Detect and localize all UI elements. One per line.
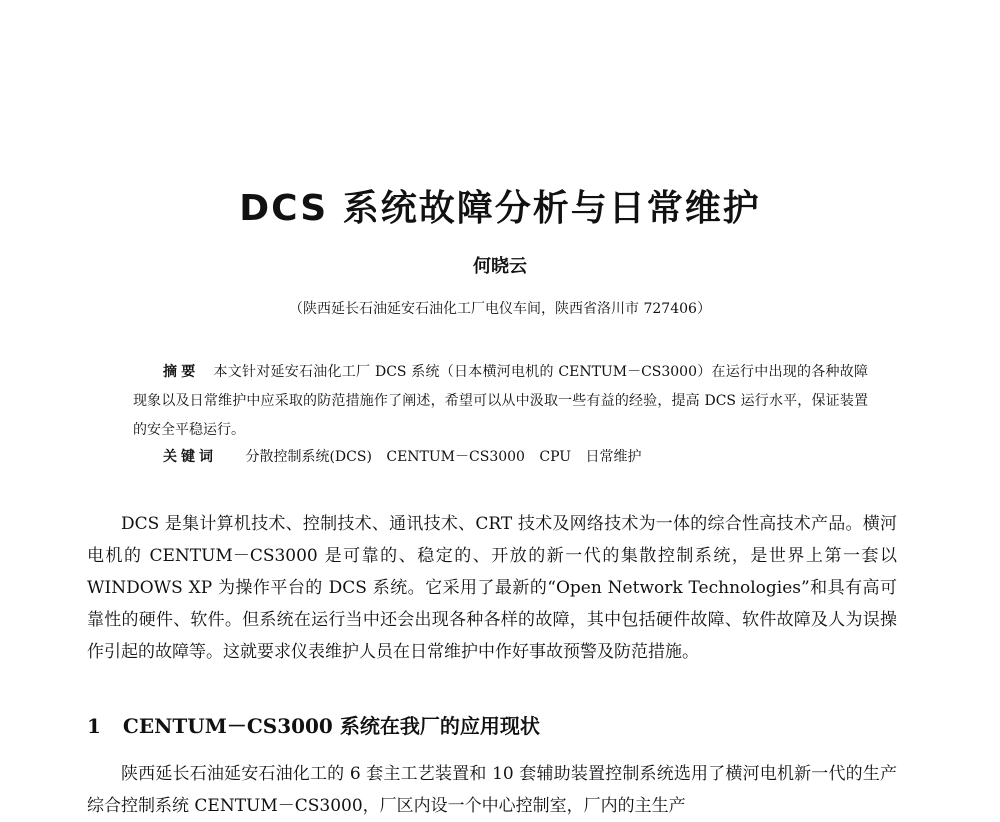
abstract-label: 摘要 [163,364,200,380]
keyword: 分散控制系统(DCS) [245,449,372,465]
paper-title: DCS 系统故障分析与日常维护 [239,188,761,229]
section1-paragraph: 陕西延长石油延安石油化工的 6 套主工艺装置和 10 套辅助装置控制系统选用了横河电机新一代的生产综合控制系统 CENTUM－CS3000，厂区内设一个中心控制室，厂内的主生产 [87,764,897,816]
keywords [163,445,868,469]
keyword: CPU [539,449,572,465]
intro-section [87,508,897,668]
section1-body [87,758,897,822]
author-name: 何晓云 [473,256,527,277]
keyword: 日常维护 [585,449,642,465]
keyword: CENTUM－CS3000 [386,449,525,465]
author-affiliation: （陕西延长石油延安石油化工厂电仪车间，陕西省洛川市 727406） [289,301,711,317]
section-number: 1 [87,714,101,738]
intro-paragraph: DCS 是集计算机技术、控制技术、通讯技术、CRT 技术及网络技术为一体的综合性高技术产品。横河电机的 CENTUM－CS3000 是可靠的、稳定的、开放的新一代的集散控制系统，是世界上第一套以 WINDOWS XP 为操作平台的 DCS 系统。它采用了最新的“Open Network Technologies”和具有高可靠性的硬件、软件。但系统在运行当中还会出现各种各样的故障，其中包括硬件故障、软件故障及人为误操作引起的故障等。这就要求仪表维护人员在日常维护中作好事故预警及防范措施。 [87,514,897,662]
section-heading [87,710,897,739]
abstract [133,358,868,445]
section-title: CENTUM－CS3000 系统在我厂的应用现状 [122,714,540,738]
abstract-text: 本文针对延安石油化工厂 DCS 系统（日本横河电机的 CENTUM－CS3000）在运行中出现的各种故障现象以及日常维护中应采取的防范措施作了阐述，希望可以从中汲取一些有益的经验，提高 DCS 运行水平，保证装置的安全平稳运行。 [133,364,869,438]
keywords-label: 关键词 [163,449,217,465]
